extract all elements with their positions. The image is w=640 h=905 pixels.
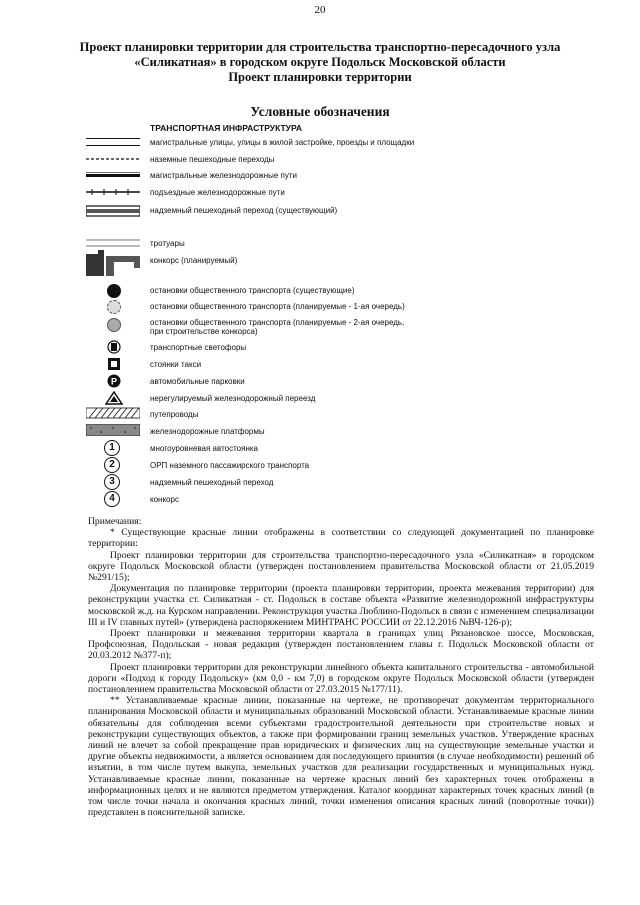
legend-label: остановки общественного транспорта (существующие) <box>150 286 355 295</box>
legend-label: многоуровневая автостоянка <box>150 444 259 453</box>
page-number: 20 <box>314 4 326 16</box>
pedestrian-crossing-symbol <box>86 155 140 163</box>
concourse-symbol <box>84 248 142 278</box>
legend-label: подъездные железнодорожные пути <box>150 188 285 197</box>
legend-label: автомобильные парковки <box>150 377 245 386</box>
stop-planned-2-icon <box>107 318 121 332</box>
legend-label: магистральные железнодорожные пути <box>150 171 297 180</box>
legend-label: железнодорожные платформы <box>150 427 265 436</box>
legend-label: путепроводы <box>150 410 199 419</box>
num-4-icon: 4 <box>104 491 120 507</box>
num-3-icon: 3 <box>104 474 120 490</box>
overpass-existing-symbol <box>86 205 140 217</box>
svg-text:P: P <box>110 376 118 387</box>
note-paragraph: Документация по планировке территории (проекта планировки территории, проекта межевания территории) для реконструкции участка ст. Силикатная - ст. Подольск в составе объекта «Развитие железнодорожной инфраструктуры московской ж.д. на Курском направлении. Реконструкция участка Люблино-Подольск в связи с изменением специализации III и IV главных путей» (утверждена распоряжением МИНТРАНС РОССИИ от 22.12.2016 №ВЧ-126-р); <box>88 583 594 628</box>
num-2-icon: 2 <box>104 457 120 473</box>
notes-section <box>88 516 594 818</box>
note-paragraph: Проект планировки территории для строительства транспортно-пересадочного узла «Силикатная» в городском округе Подольск Московской области (утвержден постановлением правительства Московской области от 21.05.2019 №291/15); <box>88 549 594 584</box>
note-paragraph: ** Устанавливаемые красные линии, показанные на чертеже, не противоречат документам территориального планирования Московской области и муниципальных образований Московской области. Устанавливаемые красные линии обязательны для соблюдения всеми субъектами градостроительной деятельности при строительстве новых и реконструкции существующих объектов, а также при формировании границ земельных участков. Утверждение красных линий не влечет за собой прекращение прав юридических и физических лиц на существующие земельные участки и другие объекты недвижимости, а является основанием для последующего принятия (в случае необходимости) решений об изъятии, в том числе путем выкупа, земельных участков для реализации государственных и муниципальных нужд. Устанавливаемые красные линии, показанные на чертеже красных линий без характерных точек отображены в информационных целях и не являются предметом утверждения. Каталог координат характерных точек красных линий (в том числе точки начала и окончания красных линий, точки изменения описания красных линий (поворотные точки)) представлен в пояснительной записке. <box>88 695 594 819</box>
legend-label: тротуары <box>150 239 185 248</box>
sidewalk-symbol <box>86 238 140 248</box>
legend-label: надземный пешеходный переход <box>150 478 274 487</box>
note-paragraph: Проект планировки территории для реконструкции линейного объекта капитального строительства - автомобильной дороги «Подход к городу Подольску» (км 0,0 - км 7,0) в городском округе Подольск Московской области (утвержден постановлением правительства Московской области от 27.03.2015 №177/11). <box>88 661 594 696</box>
note-paragraph: * Существующие красные линии отображены в соответствии со следующей документацией по планировке территории: <box>88 527 594 550</box>
platform-symbol <box>86 424 140 436</box>
legend-label: конкорс (планируемый) <box>150 256 238 265</box>
note-paragraph: Проект планировки и межевания территории квартала в границах улиц Рязановское шоссе, Московская, Профсоюзная, Подольская - новая редакция (утвержден постановлением главы г. Подольск Московской области от 20.03.2012 №377-п); <box>88 628 594 662</box>
traffic-light-icon <box>106 340 122 354</box>
document-title <box>40 40 600 85</box>
legend-label: наземные пешеходные переходы <box>150 155 275 164</box>
legend-section-heading: ТРАНСПОРТНАЯ ИНФРАСТРУКТУРА <box>150 123 303 133</box>
title-line-3: Проект планировки территории <box>228 70 412 84</box>
legend-label: нерегулируемый железнодорожный переезд <box>150 394 316 403</box>
access-rail-symbol <box>86 188 140 196</box>
rail-crossing-icon <box>105 391 123 405</box>
title-line-2: «Силикатная» в городском округе Подольск Московской области <box>134 55 506 69</box>
stop-existing-icon <box>107 284 121 298</box>
legend-title: Условные обозначения <box>250 104 390 119</box>
legend-label: стоянки такси <box>150 360 202 369</box>
legend-label: остановки общественного транспорта (планируемые - 2-ая очередь, <box>150 318 405 327</box>
legend-label-cont: при строительстве конкорса) <box>150 327 258 336</box>
legend-label: транспортные светофоры <box>150 343 247 352</box>
parking-icon <box>106 374 122 388</box>
title-line-1: Проект планировки территории для строительства транспортно-пересадочного узла <box>79 40 561 54</box>
legend-label: ОРП наземного пассажирского транспорта <box>150 461 310 470</box>
legend-label: конкорс <box>150 495 179 504</box>
legend-label: остановки общественного транспорта (планируемые - 1-ая очередь) <box>150 302 405 311</box>
overpass-symbol <box>86 407 140 419</box>
taxi-icon <box>106 357 122 371</box>
num-1-icon: 1 <box>104 440 120 456</box>
legend-label: магистральные улицы, улицы в жилой застройке, проезды и площадки <box>150 138 415 147</box>
stop-planned-1-icon <box>107 300 121 314</box>
notes-heading: Примечания: <box>88 516 142 527</box>
legend-label: надземный пешеходный переход (существующий) <box>150 206 338 215</box>
